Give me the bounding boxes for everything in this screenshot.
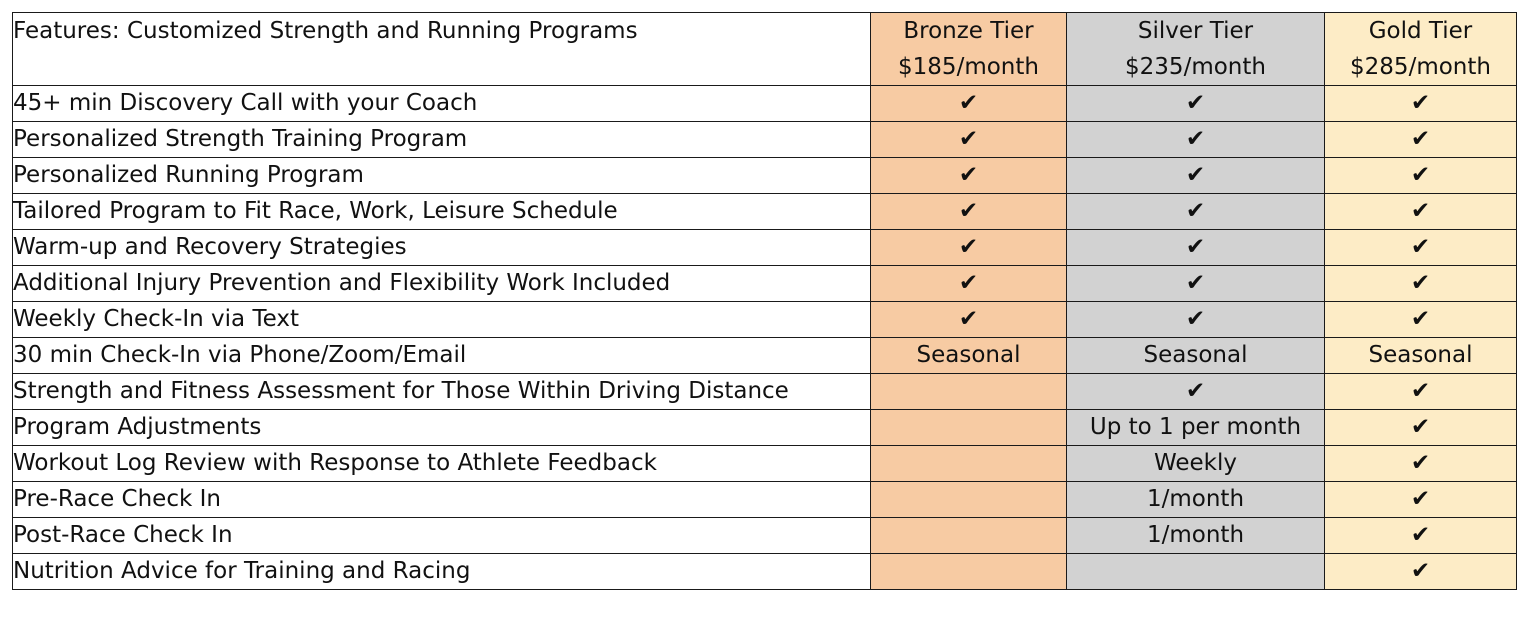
bronze-value-cell: Seasonal [871, 338, 1067, 374]
bronze-check-icon: ✔ [871, 194, 1067, 230]
feature-cell: Weekly Check-In via Text [13, 302, 871, 338]
bronze-check-icon: ✔ [871, 122, 1067, 158]
table-row [13, 122, 1517, 158]
bronze-empty-cell [871, 446, 1067, 482]
bronze-check-icon: ✔ [871, 230, 1067, 266]
table-row [13, 86, 1517, 122]
table-row [13, 446, 1517, 482]
table-row [13, 230, 1517, 266]
gold-check-icon: ✔ [1325, 410, 1517, 446]
table-row [13, 266, 1517, 302]
gold-check-icon: ✔ [1325, 86, 1517, 122]
gold-check-icon: ✔ [1325, 266, 1517, 302]
bronze-empty-cell [871, 374, 1067, 410]
silver-empty-cell [1067, 554, 1325, 590]
feature-cell: Nutrition Advice for Training and Racing [13, 554, 871, 590]
silver-check-icon: ✔ [1067, 374, 1325, 410]
feature-cell: 45+ min Discovery Call with your Coach [13, 86, 871, 122]
tier-name: Gold Tier [1368, 18, 1473, 44]
table-header-row [13, 13, 1517, 86]
pricing-tier-table [12, 12, 1517, 590]
gold-tier-header [1325, 13, 1517, 86]
feature-cell: Workout Log Review with Response to Athlete Feedback [13, 446, 871, 482]
feature-cell: Strength and Fitness Assessment for Those Within Driving Distance [13, 374, 871, 410]
feature-cell: Personalized Strength Training Program [13, 122, 871, 158]
table-row [13, 554, 1517, 590]
gold-check-icon: ✔ [1325, 374, 1517, 410]
table-row [13, 302, 1517, 338]
table-row [13, 374, 1517, 410]
bronze-tier-header [871, 13, 1067, 86]
bronze-check-icon: ✔ [871, 158, 1067, 194]
tier-price: $235/month [1125, 54, 1266, 80]
table-row [13, 158, 1517, 194]
silver-check-icon: ✔ [1067, 266, 1325, 302]
table-row [13, 518, 1517, 554]
gold-check-icon: ✔ [1325, 482, 1517, 518]
silver-value-cell: Weekly [1067, 446, 1325, 482]
bronze-empty-cell [871, 482, 1067, 518]
feature-cell: Post-Race Check In [13, 518, 871, 554]
silver-check-icon: ✔ [1067, 86, 1325, 122]
gold-check-icon: ✔ [1325, 122, 1517, 158]
bronze-empty-cell [871, 518, 1067, 554]
features-header: Features: Customized Strength and Running Programs [13, 13, 871, 86]
gold-check-icon: ✔ [1325, 518, 1517, 554]
bronze-empty-cell [871, 554, 1067, 590]
gold-check-icon: ✔ [1325, 554, 1517, 590]
silver-check-icon: ✔ [1067, 194, 1325, 230]
bronze-check-icon: ✔ [871, 86, 1067, 122]
feature-cell: Program Adjustments [13, 410, 871, 446]
silver-check-icon: ✔ [1067, 230, 1325, 266]
gold-check-icon: ✔ [1325, 230, 1517, 266]
table-row [13, 482, 1517, 518]
feature-cell: Personalized Running Program [13, 158, 871, 194]
bronze-check-icon: ✔ [871, 302, 1067, 338]
bronze-empty-cell [871, 410, 1067, 446]
table-row [13, 410, 1517, 446]
tier-price: $285/month [1350, 54, 1491, 80]
table-row [13, 338, 1517, 374]
silver-check-icon: ✔ [1067, 302, 1325, 338]
table-body [13, 86, 1517, 590]
gold-check-icon: ✔ [1325, 446, 1517, 482]
tier-name: Silver Tier [1137, 18, 1254, 44]
feature-cell: 30 min Check-In via Phone/Zoom/Email [13, 338, 871, 374]
silver-value-cell: Up to 1 per month [1067, 410, 1325, 446]
feature-cell: Tailored Program to Fit Race, Work, Leisure Schedule [13, 194, 871, 230]
silver-value-cell: Seasonal [1067, 338, 1325, 374]
feature-cell: Warm-up and Recovery Strategies [13, 230, 871, 266]
silver-tier-header [1067, 13, 1325, 86]
gold-check-icon: ✔ [1325, 158, 1517, 194]
gold-check-icon: ✔ [1325, 194, 1517, 230]
gold-value-cell: Seasonal [1325, 338, 1517, 374]
tier-name: Bronze Tier [903, 18, 1034, 44]
silver-value-cell: 1/month [1067, 518, 1325, 554]
feature-cell: Additional Injury Prevention and Flexibility Work Included [13, 266, 871, 302]
bronze-check-icon: ✔ [871, 266, 1067, 302]
feature-cell: Pre-Race Check In [13, 482, 871, 518]
gold-check-icon: ✔ [1325, 302, 1517, 338]
table-row [13, 194, 1517, 230]
silver-value-cell: 1/month [1067, 482, 1325, 518]
tier-price: $185/month [898, 54, 1039, 80]
silver-check-icon: ✔ [1067, 122, 1325, 158]
silver-check-icon: ✔ [1067, 158, 1325, 194]
